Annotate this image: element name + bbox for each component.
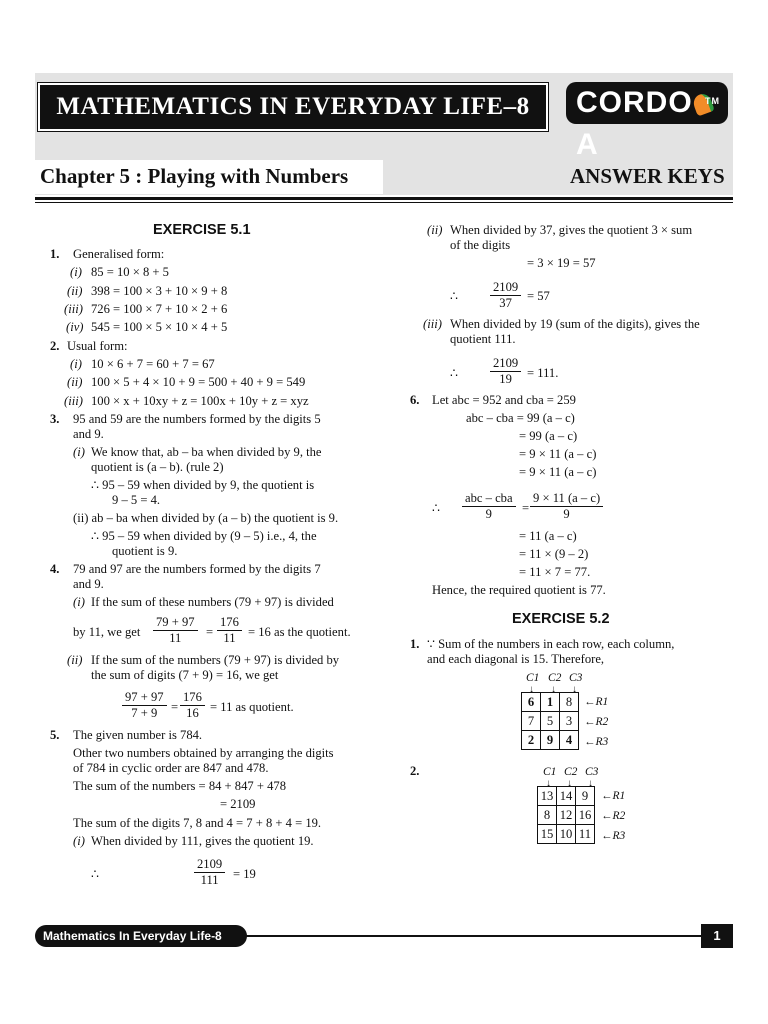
fraction	[490, 280, 521, 311]
fraction	[462, 491, 516, 522]
text-line: and each diagonal is 15. Therefore,	[427, 652, 605, 666]
row-label-text: R2	[595, 716, 609, 728]
row-label	[584, 714, 608, 730]
text-line: = 3 × 19 = 57	[527, 256, 596, 270]
row-label	[584, 734, 608, 750]
down-arrow-icon: ↓	[588, 778, 593, 789]
fraction	[194, 857, 225, 888]
sub-label: (iii)	[64, 302, 83, 316]
text-line: Generalised form:	[73, 247, 165, 261]
grid-cell: 14	[557, 787, 576, 806]
text-line: 9 – 5 = 4.	[112, 493, 161, 507]
left-arrow-icon: ←	[601, 790, 613, 802]
sub-label: (ii)	[67, 375, 83, 389]
text-line: 85 = 10 × 8 + 5	[91, 265, 169, 279]
column-label: C3	[569, 672, 583, 684]
magic-square-1	[521, 692, 579, 750]
text-line: quotient 111.	[450, 332, 516, 346]
sub-label: (iii)	[64, 394, 83, 408]
fraction-denominator: 9	[563, 507, 570, 521]
text-line: ∴ 95 – 59 when divided by 9, the quotient is	[91, 478, 315, 492]
fraction-denominator: 111	[200, 873, 219, 887]
publisher-logo	[566, 82, 728, 161]
grid-cell: 15	[538, 825, 557, 844]
text-line: ∴ 95 – 59 when divided by (9 – 5) i.e., 4, the	[91, 529, 317, 543]
column-label: C1	[526, 672, 540, 684]
footer-rule	[245, 935, 701, 937]
chapter-title: Chapter 5 : Playing with Numbers	[40, 164, 349, 188]
text-line: = 16 as the quotient.	[248, 625, 351, 639]
sub-label: (i)	[70, 357, 82, 371]
text-line: Let abc = 952 and cba = 259	[432, 393, 576, 407]
text-line: Other two numbers obtained by arranging the digits	[73, 746, 334, 760]
text-line: = 11 × 7 = 77.	[519, 565, 591, 579]
down-arrow-icon: ↓	[546, 778, 551, 789]
text-line: = 11 (a – c)	[519, 529, 577, 543]
sub-label: (i)	[73, 445, 85, 459]
down-arrow-icon: ↓	[567, 778, 572, 789]
text-line: 95 and 59 are the numbers formed by the digits 5	[73, 412, 321, 426]
sub-label: (i)	[73, 834, 85, 848]
fraction	[217, 615, 242, 646]
equals-sign: =	[171, 700, 179, 714]
text-line: quotient is (a – b). (rule 2)	[91, 460, 224, 474]
text-line: 545 = 100 × 5 × 10 × 4 + 5	[91, 320, 228, 334]
down-arrow-icon: ↓	[551, 684, 556, 695]
grid-cell: 5	[541, 712, 560, 731]
header-rule	[35, 197, 733, 200]
text-line: = 11 × (9 – 2)	[519, 547, 589, 561]
text-line: = 9 × 11 (a – c)	[519, 447, 597, 461]
text-line: When divided by 37, gives the quotient 3 × sum	[450, 223, 693, 237]
fraction-denominator: 37	[499, 296, 512, 310]
logo-text-left: CORDO	[576, 86, 693, 119]
left-arrow-icon: ←	[584, 696, 596, 708]
fraction-denominator: 11	[223, 631, 236, 645]
text-line: 100 × x + 10xy + z = 100x + 10y + z = xyz	[91, 394, 309, 408]
fraction-numerator: abc – cba	[462, 491, 516, 507]
down-arrow-icon: ↓	[529, 684, 534, 695]
row-label	[601, 808, 625, 824]
exercise-heading: EXERCISE 5.2	[512, 611, 610, 627]
text-line: When divided by 19 (sum of the digits), gives the	[450, 317, 700, 331]
fraction-denominator: 11	[169, 631, 182, 645]
question-number: 1.	[50, 247, 60, 261]
question-number: 5.	[50, 728, 60, 742]
text-line: the sum of digits (7 + 9) = 16, we get	[91, 668, 279, 682]
fraction	[153, 615, 198, 646]
text-line: The sum of the numbers = 84 + 847 + 478	[73, 779, 286, 793]
logo-tm: TM	[705, 96, 720, 106]
fraction-numerator: 9 × 11 (a – c)	[530, 491, 603, 507]
sub-label: (ii)	[67, 284, 83, 298]
grid-cell: 2	[522, 731, 541, 750]
text-line: The given number is 784.	[73, 728, 203, 742]
fraction-denominator: 19	[499, 372, 512, 386]
text-line: 726 = 100 × 7 + 10 × 2 + 6	[91, 302, 228, 316]
fraction	[490, 356, 521, 387]
text-line: of 784 in cyclic order are 847 and 478.	[73, 761, 269, 775]
text-line: When divided by 111, gives the quotient 19.	[91, 834, 314, 848]
text-line: 100 × 5 + 4 × 10 + 9 = 500 + 40 + 9 = 549	[91, 375, 306, 389]
text-line: = 11 as quotient.	[210, 700, 294, 714]
sub-label: (ii)	[427, 223, 443, 237]
fraction-numerator: 2109	[194, 857, 225, 873]
row-label	[584, 694, 608, 710]
fraction-numerator: 97 + 97	[122, 690, 167, 706]
grid-cell: 16	[576, 806, 595, 825]
fraction-denominator: 7 + 9	[131, 706, 158, 720]
text-line: (ii) ab – ba when divided by (a – b) the quotient is 9.	[73, 511, 339, 525]
question-number: 4.	[50, 562, 60, 576]
row-label	[601, 788, 625, 804]
fraction-numerator: 176	[217, 615, 242, 631]
fraction-numerator: 2109	[490, 356, 521, 372]
grid-cell: 8	[538, 806, 557, 825]
magic-square-2	[537, 786, 595, 844]
text-line: = 19	[233, 867, 256, 881]
fraction	[180, 690, 205, 721]
grid-cell: 7	[522, 712, 541, 731]
sub-label: (i)	[70, 265, 82, 279]
footer-book-title: Mathematics In Everyday Life-8	[35, 925, 247, 947]
sub-label: (iii)	[423, 317, 442, 331]
exercise-heading: EXERCISE 5.1	[153, 222, 251, 238]
answer-keys-label: ANSWER KEYS	[570, 164, 725, 188]
grid-cell: 12	[557, 806, 576, 825]
grid-cell: 4	[560, 731, 579, 750]
text-line: We know that, ab – ba when divided by 9, the	[91, 445, 322, 459]
text-line: = 9 × 11 (a – c)	[519, 465, 597, 479]
grid-cell: 6	[522, 693, 541, 712]
row-label	[601, 828, 625, 844]
text-line: 10 × 6 + 7 = 60 + 7 = 67	[91, 357, 215, 371]
row-label-text: R1	[612, 790, 626, 802]
question-number: 2.	[410, 764, 420, 778]
row-label-text: R2	[612, 810, 626, 822]
grid-cell: 9	[541, 731, 560, 750]
row-label-text: R3	[595, 736, 609, 748]
question-number: 6.	[410, 393, 420, 407]
left-arrow-icon: ←	[601, 830, 613, 842]
down-arrow-icon: ↓	[572, 684, 577, 695]
therefore-symbol: ∴	[450, 289, 459, 303]
grid-cell: 3	[560, 712, 579, 731]
therefore-symbol: ∴	[91, 867, 100, 881]
text-line: and 9.	[73, 427, 104, 441]
logo-text-right: A	[576, 128, 599, 161]
sub-label: (ii)	[67, 653, 83, 667]
grid-cell: 11	[576, 825, 595, 844]
question-number: 3.	[50, 412, 60, 426]
left-arrow-icon: ←	[584, 716, 596, 728]
text-line: The sum of the digits 7, 8 and 4 = 7 + 8 + 4 = 19.	[73, 816, 322, 830]
text-line: = 99 (a – c)	[519, 429, 578, 443]
fraction-numerator: 176	[180, 690, 205, 706]
text-line: 398 = 100 × 3 + 10 × 9 + 8	[91, 284, 228, 298]
left-arrow-icon: ←	[584, 736, 596, 748]
grid-cell: 13	[538, 787, 557, 806]
text-line: and 9.	[73, 577, 104, 591]
text-line: If the sum of these numbers (79 + 97) is divided	[91, 595, 334, 609]
fraction-numerator: 2109	[490, 280, 521, 296]
sub-label: (i)	[73, 595, 85, 609]
left-arrow-icon: ←	[601, 810, 613, 822]
equals-sign: =	[522, 501, 530, 515]
grid-cell: 1	[541, 693, 560, 712]
therefore-symbol: ∴	[450, 366, 459, 380]
sub-label: (iv)	[66, 320, 84, 334]
text-line: Usual form:	[67, 339, 128, 353]
question-number: 2.	[50, 339, 60, 353]
text-line: of the digits	[450, 238, 511, 252]
text-line: 79 and 97 are the numbers formed by the digits 7	[73, 562, 321, 576]
row-label-text: R1	[595, 696, 609, 708]
text-line: ∵ Sum of the numbers in each row, each column,	[427, 637, 675, 651]
grid-cell: 10	[557, 825, 576, 844]
text-line: by 11, we get	[73, 625, 141, 639]
column-label: C2	[564, 766, 578, 778]
fraction	[122, 690, 167, 721]
fraction	[530, 491, 603, 522]
text-line: = 57	[527, 289, 550, 303]
page-number: 1	[701, 924, 733, 948]
fraction-numerator: 79 + 97	[153, 615, 198, 631]
header-rule-thin	[35, 202, 733, 203]
text-line: If the sum of the numbers (79 + 97) is divided by	[91, 653, 340, 667]
grid-cell: 9	[576, 787, 595, 806]
grid-cell: 8	[560, 693, 579, 712]
column-label: C1	[543, 766, 557, 778]
fraction-denominator: 16	[186, 706, 199, 720]
fraction-denominator: 9	[485, 507, 492, 521]
text-line: quotient is 9.	[112, 544, 178, 558]
column-label: C3	[585, 766, 599, 778]
therefore-symbol: ∴	[432, 501, 441, 515]
text-line: = 111.	[527, 366, 559, 380]
equals-sign: =	[206, 625, 214, 639]
text-line: = 2109	[220, 797, 256, 811]
text-line: abc – cba = 99 (a – c)	[466, 411, 575, 425]
book-title: MATHEMATICS IN EVERYDAY LIFE–8	[38, 83, 548, 131]
column-label: C2	[548, 672, 562, 684]
row-label-text: R3	[612, 830, 626, 842]
text-line: Hence, the required quotient is 77.	[432, 583, 606, 597]
question-number: 1.	[410, 637, 420, 651]
